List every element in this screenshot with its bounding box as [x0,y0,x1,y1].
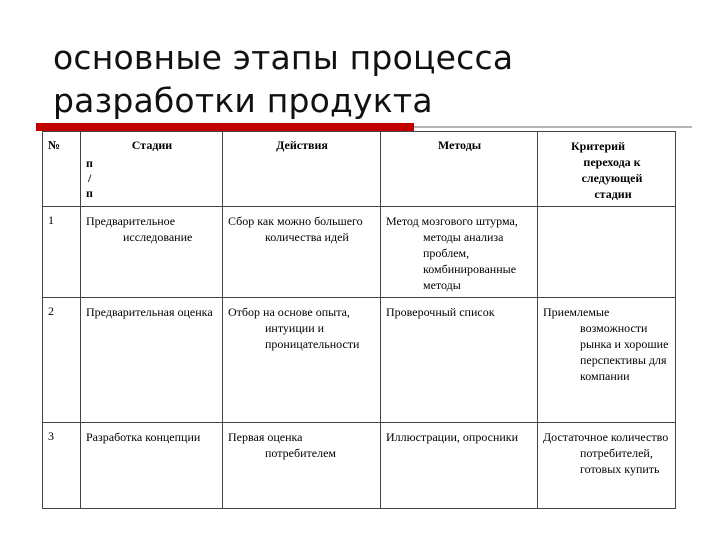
cell-methods [381,423,538,509]
cell-actions [223,298,381,423]
header-no-sub [86,156,218,201]
cell-no: 2 [43,298,81,423]
slide-title: основные этапы процесса разработки продукта [53,38,514,120]
cell-methods [381,298,538,423]
header-actions: Действия [223,132,381,207]
cell-methods [381,207,538,298]
cell-criteria [538,423,676,509]
cell-stage-text: Разработка концепции [86,430,201,444]
cell-criteria-text: Приемлемые возможности рынка и хорошие перспективы для компании [543,305,669,383]
table-header-row [43,132,676,207]
cell-stage [81,423,223,509]
cell-stage [81,298,223,423]
cell-criteria [538,298,676,423]
header-no-sub-3: п [86,186,93,200]
accent-bar [36,123,414,131]
header-no-sub-1: п [86,156,93,170]
cell-no: 1 [43,207,81,298]
header-stage [81,132,223,207]
table-row [43,207,676,298]
cell-methods-text: Проверочный список [386,305,495,319]
header-criteria [538,132,676,207]
header-no-label: № [48,138,61,152]
header-criteria-line-2: перехода к [583,155,641,169]
cell-stage-text: Предварительное исследование [86,214,193,244]
cell-actions [223,423,381,509]
cell-stage-text: Предварительная оценка [86,305,213,319]
cell-actions-text: Сбор как можно большего количества идей [228,214,363,244]
cell-no: 3 [43,423,81,509]
cell-actions [223,207,381,298]
header-methods: Методы [381,132,538,207]
cell-methods-text: Иллюстрации, опросники [386,430,519,444]
cell-criteria [538,207,676,298]
header-no-sub-2: / [88,171,92,185]
cell-criteria-text: Достаточное количество потребителей, готовых купить [543,430,669,476]
table-row [43,423,676,509]
stages-table [42,131,676,509]
header-no [43,132,81,207]
cell-methods-text: Метод мозгового штурма, методы анализа проблем, комбинированные методы [386,214,518,292]
title-divider-right [414,126,692,128]
table-row [43,298,676,423]
cell-stage [81,207,223,298]
header-criteria-line-1: Критерий [570,139,625,153]
cell-actions-text: Отбор на основе опыта, интуиции и проницательности [228,305,360,351]
header-criteria-line-3: следующей [581,171,643,185]
header-criteria-line-4: стадии [594,187,632,201]
cell-actions-text: Первая оценка потребителем [228,430,336,460]
header-stage-label: Стадии [131,138,173,152]
